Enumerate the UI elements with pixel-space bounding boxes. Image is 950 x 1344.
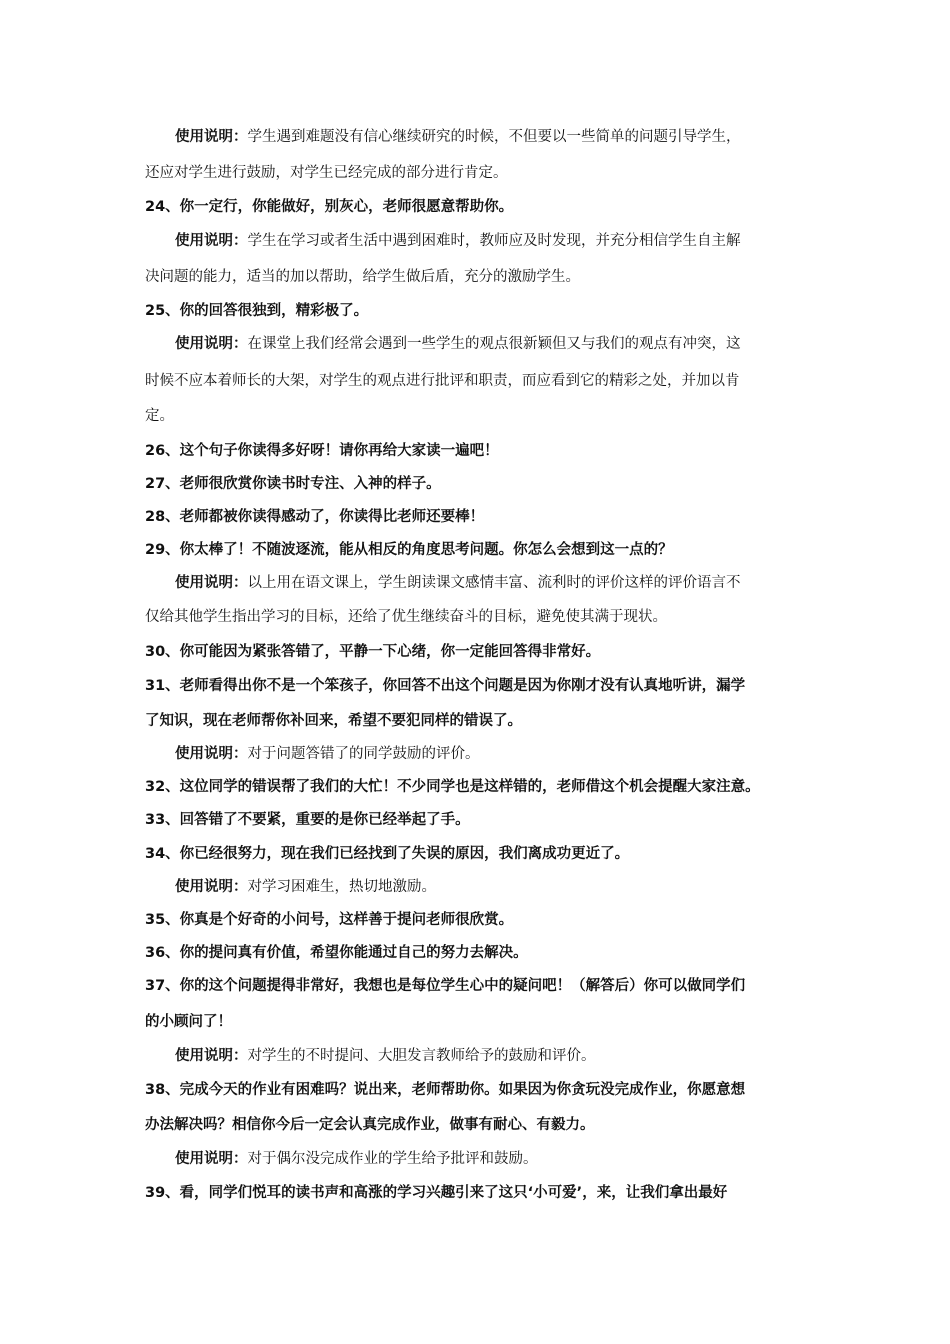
usage-note-line: [175, 127, 815, 147]
usage-note-line: [175, 1149, 815, 1169]
usage-note-text: 对学习困难生，热切地激励。: [247, 879, 436, 895]
phrase-24: 24、你一定行，你能做好，别灰心，老师很愿意帮助你。: [145, 199, 514, 215]
usage-note-continuation: 还应对学生进行鼓励，对学生已经完成的部分进行肯定。: [145, 165, 508, 181]
phrase-38: 38、完成今天的作业有困难吗？说出来，老师帮助你。如果因为你贪玩没完成作业，你愿意想: [145, 1082, 746, 1098]
phrase-37-continuation: 的小顾问了！: [145, 1014, 232, 1030]
phrase-35: 35、你真是个好奇的小问号，这样善于提问老师很欣赏。: [145, 912, 514, 928]
phrase-36: 36、你的提问真有价值，希望你能通过自己的努力去解决。: [145, 945, 528, 961]
usage-note-text: 对学生的不时提问、大胆发言教师给予的鼓励和评价。: [247, 1048, 596, 1064]
usage-note-label: 使用说明：: [175, 879, 248, 895]
phrase-34: 34、你已经很努力，现在我们已经找到了失误的原因，我们离成功更近了。: [145, 846, 630, 862]
usage-note-label: 使用说明：: [175, 129, 248, 145]
phrase-37: 37、你的这个问题提得非常好，我想也是每位学生心中的疑问吧！（解答后）你可以做同学们: [145, 978, 746, 994]
usage-note-continuation: 时候不应本着师长的大架，对学生的观点进行批评和职责，而应看到它的精彩之处，并加以肯: [145, 373, 740, 389]
usage-note-continuation: 决问题的能力，适当的加以帮助，给学生做后盾，充分的激励学生。: [145, 269, 580, 285]
phrase-27: 27、老师很欣赏你读书时专注、入神的样子。: [145, 476, 441, 492]
usage-note-line: [175, 1046, 815, 1066]
usage-note-text: 以上用在语文课上，学生朗读课文感情丰富、流利时的评价这样的评价语言不: [247, 575, 741, 591]
usage-note-line: [175, 231, 815, 251]
phrase-31-continuation: 了知识，现在老师帮你补回来，希望不要犯同样的错误了。: [145, 713, 522, 729]
usage-note-label: 使用说明：: [175, 746, 248, 762]
phrase-31: 31、老师看得出你不是一个笨孩子，你回答不出这个问题是因为你刚才没有认真地听讲，漏学: [145, 678, 746, 694]
usage-note-text: 对于问题答错了的同学鼓励的评价。: [247, 746, 480, 762]
phrase-28: 28、老师都被你读得感动了，你读得比老师还要棒！: [145, 509, 485, 525]
phrase-29: 29、你太棒了！不随波逐流，能从相反的角度思考问题。你怎么会想到这一点的？: [145, 542, 673, 558]
usage-note-label: 使用说明：: [175, 1151, 248, 1167]
phrase-26: 26、这个句子你读得多好呀！请你再给大家读一遍吧！: [145, 443, 499, 459]
phrase-33: 33、回答错了不要紧，重要的是你已经举起了手。: [145, 812, 470, 828]
phrase-25: 25、你的回答很独到，精彩极了。: [145, 303, 369, 319]
usage-note-text: 学生在学习或者生活中遇到困难时，教师应及时发现，并充分相信学生自主解: [247, 233, 741, 249]
usage-note-continuation: 仅给其他学生指出学习的目标，还给了优生继续奋斗的目标，避免使其满于现状。: [145, 609, 667, 625]
usage-note-line: [175, 744, 815, 764]
usage-note-text: 学生遇到难题没有信心继续研究的时候，不但要以一些简单的问题引导学生，: [247, 129, 741, 145]
usage-note-line: [175, 573, 815, 593]
usage-note-label: 使用说明：: [175, 575, 248, 591]
usage-note-label: 使用说明：: [175, 1048, 248, 1064]
usage-note-text: 对于偶尔没完成作业的学生给予批评和鼓励。: [247, 1151, 538, 1167]
usage-note-line: [175, 334, 815, 354]
usage-note-label: 使用说明：: [175, 233, 248, 249]
phrase-38-continuation: 办法解决吗？相信你今后一定会认真完成作业，做事有耐心、有毅力。: [145, 1117, 595, 1133]
usage-note-text: 在课堂上我们经常会遇到一些学生的观点很新颖但又与我们的观点有冲突，这: [247, 336, 741, 352]
phrase-30: 30、你可能因为紧张答错了，平静一下心绪，你一定能回答得非常好。: [145, 644, 601, 660]
usage-note-line: [175, 877, 815, 897]
usage-note-label: 使用说明：: [175, 336, 248, 352]
usage-note-continuation: 定。: [145, 408, 174, 424]
phrase-32: 32、这位同学的错误帮了我们的大忙！不少同学也是这样错的，老师借这个机会提醒大家注意。: [145, 779, 760, 795]
phrase-39: 39、看，同学们悦耳的读书声和高涨的学习兴趣引来了这只‘小可爱’，来，让我们拿出最好: [145, 1185, 728, 1201]
